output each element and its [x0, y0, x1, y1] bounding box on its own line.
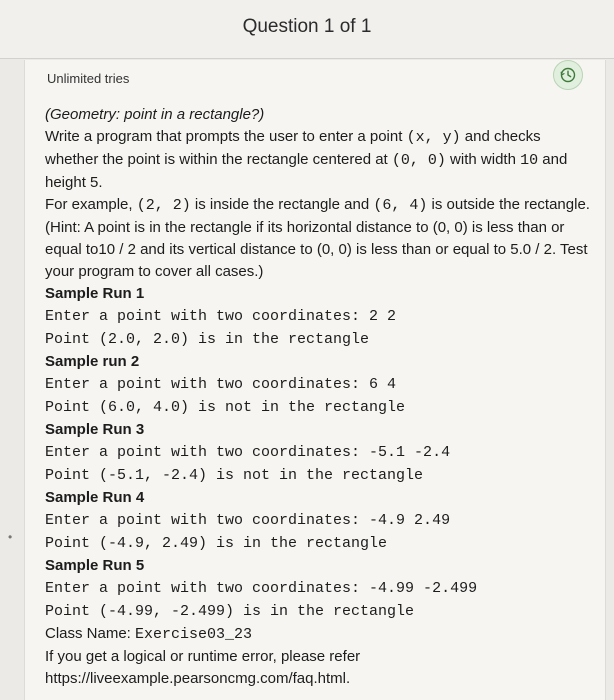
- question-title: (Geometry: point in a rectangle?): [45, 106, 265, 123]
- question-card: [24, 60, 606, 700]
- sample-run-output: Point (6.0, 4.0) is not in the rectangle: [45, 399, 406, 416]
- sample-run-4: [45, 487, 590, 555]
- page-title: Question 1 of 1: [242, 16, 372, 37]
- sample-run-output: Point (-5.1, -2.4) is not in the rectangle: [45, 467, 424, 484]
- sample-run-input: Enter a point with two coordinates: -5.1 -2.4: [45, 444, 451, 461]
- history-button[interactable]: [553, 60, 583, 90]
- sample-run-title: Sample Run 5: [45, 557, 145, 574]
- question-hint: (Hint: A point is in the rectangle if its horizontal distance to (0, 0) is less than or equal to10 / 2 and its vertical distance to (0, 0) is less than or equal to 5.0 / 2. Test your program to cover all cases.): [45, 219, 588, 280]
- sample-run-5: [45, 555, 590, 623]
- sample-run-input: Enter a point with two coordinates: 6 4: [45, 376, 397, 393]
- sample-run-title: Sample Run 4: [45, 489, 145, 506]
- class-name: Class Name: Exercise03_23: [45, 625, 253, 643]
- sample-run-output: Point (-4.99, -2.499) is in the rectangle: [45, 603, 415, 620]
- question-description: Write a program that prompts the user to enter a point (x, y) and checks whether the point is within the rectangle centered at (0, 0) with width 10 and height 5.: [45, 128, 568, 191]
- sample-run-1: [45, 283, 590, 351]
- question-content: [45, 104, 590, 690]
- sample-run-title: Sample Run 1: [45, 285, 145, 302]
- sample-run-input: Enter a point with two coordinates: 2 2: [45, 308, 397, 325]
- history-icon: [559, 66, 577, 84]
- tries-label: Unlimited tries: [47, 71, 130, 86]
- error-note: If you get a logical or runtime error, please refer: [45, 648, 361, 665]
- question-example: For example, (2, 2) is inside the rectangle and (6, 4) is outside the rectangle.: [45, 196, 590, 214]
- faq-link[interactable]: https://liveexample.pearsoncmg.com/faq.html.: [45, 670, 351, 687]
- sample-run-title: Sample run 2: [45, 353, 140, 370]
- sample-run-input: Enter a point with two coordinates: -4.9 2.49: [45, 512, 451, 529]
- bullet-dot-icon: •: [8, 530, 13, 544]
- sample-run-output: Point (2.0, 2.0) is in the rectangle: [45, 331, 370, 348]
- sample-run-output: Point (-4.9, 2.49) is in the rectangle: [45, 535, 388, 552]
- question-header: [0, 0, 614, 59]
- sample-run-title: Sample Run 3: [45, 421, 145, 438]
- sample-run-input: Enter a point with two coordinates: -4.99 -2.499: [45, 580, 478, 597]
- sample-run-2: [45, 351, 590, 419]
- sample-run-3: [45, 419, 590, 487]
